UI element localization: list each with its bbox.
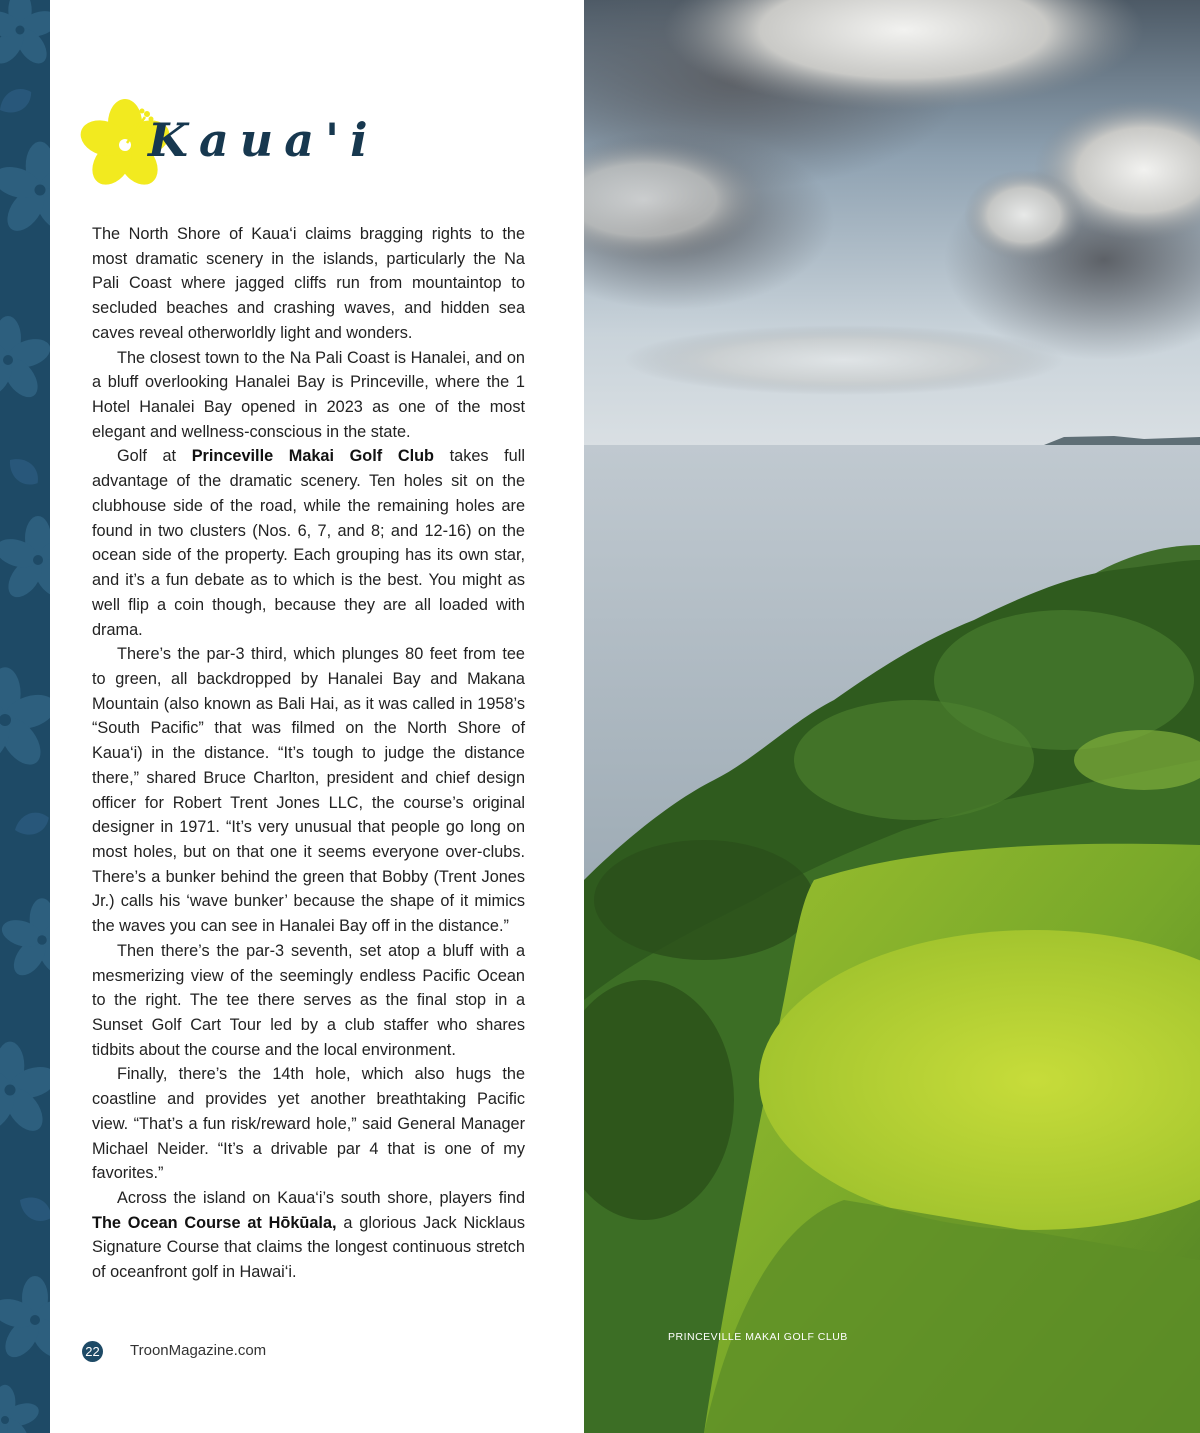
section-header <box>70 95 490 195</box>
page-number-badge: 22 <box>82 1341 103 1362</box>
bold-course-name: Princeville Makai Golf Club <box>191 447 434 466</box>
paragraph-text: Across the island on Kaua‘i’s south shore, players find <box>117 1189 525 1208</box>
paragraph-text: a glorious Jack Nicklaus Signature Course that claims the longest continuous stretch of oceanfront golf in Hawai‘i. <box>92 1213 526 1282</box>
paragraph-text: Finally, there’s the 14th hole, which also hugs the coastline and provides yet another breathtaking Pacific view. “That’s a fun risk/reward hole,” said General Manager Michael Neider. “It’s a drivable par 4 that is one of my favorites.” <box>92 1065 525 1183</box>
paragraph-text: The North Shore of Kaua‘i claims bragging rights to the most dramatic scenery in the islands, particularly the Na Pali Coast where jagged cliffs run from mountaintop to secluded beaches and crashing waves, and hidden sea caves reveal otherworldly light and wonders. <box>92 225 525 342</box>
paragraph-text: takes full advantage of the dramatic scenery. Ten holes sit on the clubhouse side of the road, while the remaining holes are found in two clusters (Nos. 6, 7, and 8; and 12-16) on the ocean side of the property. Each grouping has its own star, and it’s a fun debate as to which is the best. You might as well flip a coin though, because they are all loaded with drama. <box>92 447 525 639</box>
article-paragraph <box>92 642 525 939</box>
paragraph-text: The closest town to the Na Pali Coast is Hanalei, and on a bluff overlooking Hanalei Bay is Princeville, where the 1 Hotel Hanalei Bay opened in 2023 as one of the most elegant and wellness-conscious in the state. <box>92 348 525 441</box>
hibiscus-pattern-strip <box>0 0 50 1433</box>
article-body <box>92 222 525 1285</box>
website-label: TroonMagazine.com <box>130 1342 267 1359</box>
paragraph-text: Then there’s the par-3 seventh, set atop a bluff with a mesmerizing view of the seemingly endless Pacific Ocean to the right. The tee there serves as the final stop in a Sunset Golf Cart Tour led by a club staffer who shares tidbits about the course and the local environment. <box>92 941 525 1059</box>
page-title: Kaua'i <box>148 113 379 167</box>
article-paragraph <box>92 444 525 642</box>
golf-course-photo <box>584 0 1200 1433</box>
article-paragraph <box>92 346 525 445</box>
article-paragraph <box>92 1186 525 1285</box>
article-paragraph <box>92 1062 525 1186</box>
paragraph-text: There’s the par-3 third, which plunges 80 feet from tee to green, all backdropped by Hanalei Bay and Makana Mountain (also known as Bali Hai, as it was called in 1958’s “South Pacific” that was filmed on the North Shore of Kaua‘i) in the distance. “It’s tough to judge the distance there,” shared Bruce Charlton, president and chief design officer for Robert Trent Jones LLC, the course’s original designer in 1971. “It’s very unusual that people go long on most holes, but on that one it seems everyone over-clubs. There’s a bunker behind the green that Bobby (Trent Jones Jr.) calls his ‘wave bunker’ because the shape of it mimics the waves you can see in Hanalei Bay off in the distance.” <box>92 645 525 936</box>
photo-caption: PRINCEVILLE MAKAI GOLF CLUB <box>668 1331 848 1343</box>
paragraph-text: Golf at <box>117 447 192 466</box>
article-paragraph <box>92 939 525 1063</box>
bold-course-name: The Ocean Course at Hōkūala, <box>92 1213 337 1232</box>
article-paragraph <box>92 222 525 346</box>
hibiscus-pattern <box>0 0 50 1433</box>
